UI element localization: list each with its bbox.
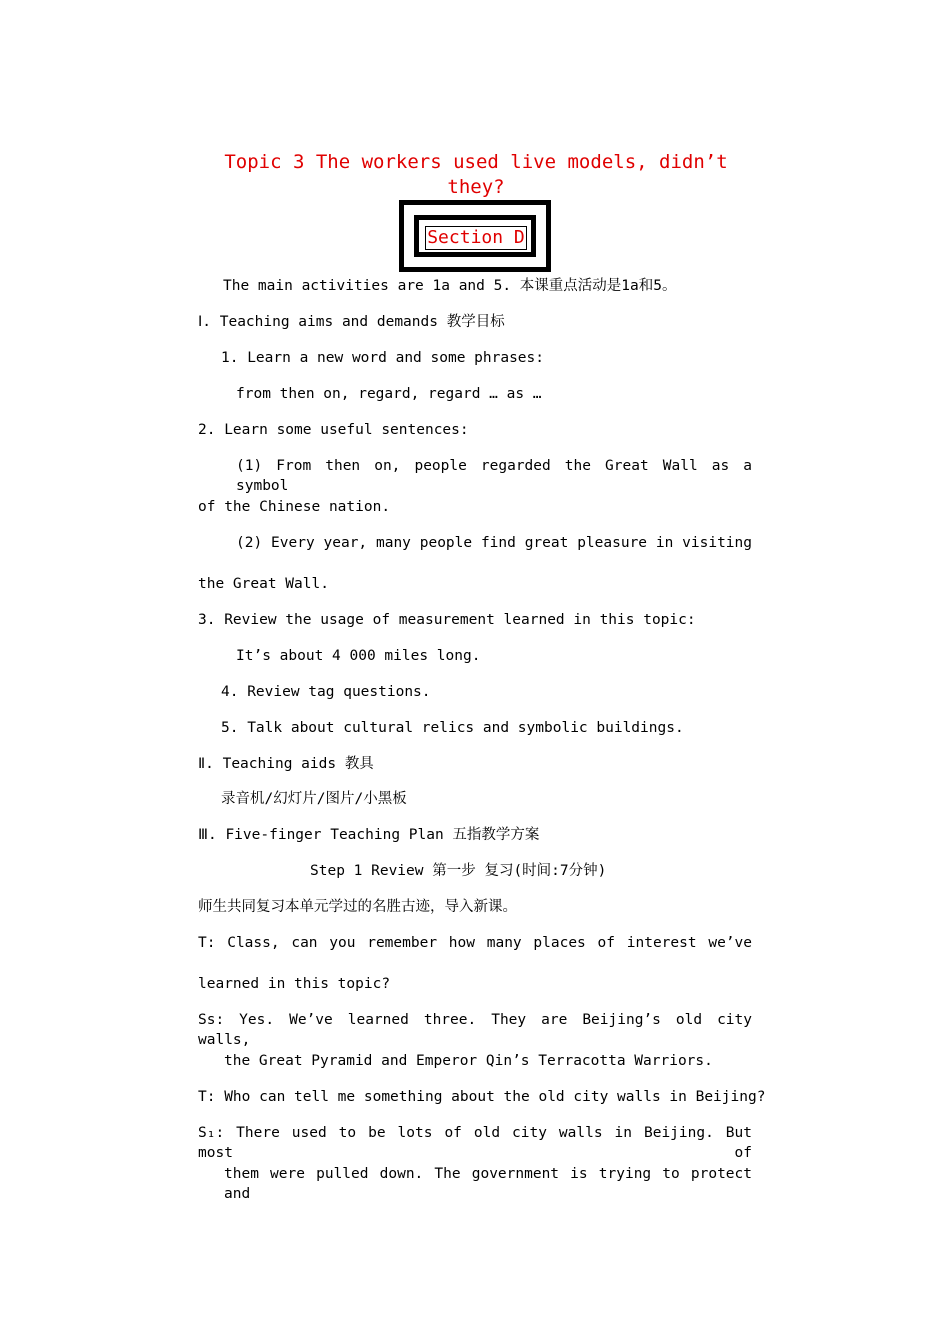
dialogue-t-2: T: Who can tell me something about the old city walls in Beijing? (198, 1089, 766, 1105)
main-activities-line: The main activities are 1a and 5. 本课重点活动是1a和5。 (223, 278, 677, 294)
heading-teaching-aids: Ⅱ. Teaching aids 教具 (198, 756, 374, 772)
dialogue-s1-line-2: them were pulled down. The government is trying to protect and (224, 1166, 752, 1202)
heading-teaching-aims: Ⅰ. Teaching aims and demands 教学目标 (198, 314, 505, 330)
document-title (198, 150, 754, 200)
sentence-2-line-1: (2) Every year, many people find great pleasure in visiting (236, 535, 752, 551)
teaching-aids-list: 录音机/幻灯片/图片/小黑板 (221, 791, 407, 807)
sentence-1-line-2: of the Chinese nation. (198, 499, 391, 515)
aim-3: 3. Review the usage of measurement learned in this topic: (198, 612, 696, 628)
dialogue-ss-line-1: Ss: Yes. We’ve learned three. They are Beijing’s old city walls, (198, 1012, 752, 1048)
dialogue-t-1-line-1: T: Class, can you remember how many places of interest we’ve (198, 935, 752, 951)
section-box (399, 200, 551, 272)
aim-1-phrases: from then on, regard, regard … as … (236, 386, 542, 402)
section-label: Section D (425, 226, 527, 250)
dialogue-s1-line-1: S₁: There used to be lots of old city walls in Beijing. But most of (198, 1125, 752, 1161)
step-1-intro: 师生共同复习本单元学过的名胜古迹，导入新课。 (198, 899, 517, 915)
title-line-2: they? (447, 176, 505, 198)
section-box-inner (414, 215, 536, 257)
heading-five-finger-plan: Ⅲ. Five-finger Teaching Plan 五指教学方案 (198, 827, 540, 843)
dialogue-t-1-line-2: learned in this topic? (198, 976, 391, 992)
aim-3-example: It’s about 4 000 miles long. (236, 648, 481, 664)
step-1-heading: Step 1 Review 第一步 复习(时间:7分钟) (310, 863, 607, 879)
aim-2: 2. Learn some useful sentences: (198, 422, 469, 438)
aim-1: 1. Learn a new word and some phrases: (221, 350, 545, 366)
aim-5: 5. Talk about cultural relics and symbolic buildings. (221, 720, 684, 736)
title-line-1: Topic 3 The workers used live models, didn’t (224, 151, 728, 173)
sentence-1-line-1: (1) From then on, people regarded the Great Wall as a symbol (236, 458, 752, 494)
sentence-2-line-2: the Great Wall. (198, 576, 329, 592)
aim-4: 4. Review tag questions. (221, 684, 431, 700)
dialogue-ss-line-2: the Great Pyramid and Emperor Qin’s Terracotta Warriors. (224, 1053, 713, 1069)
